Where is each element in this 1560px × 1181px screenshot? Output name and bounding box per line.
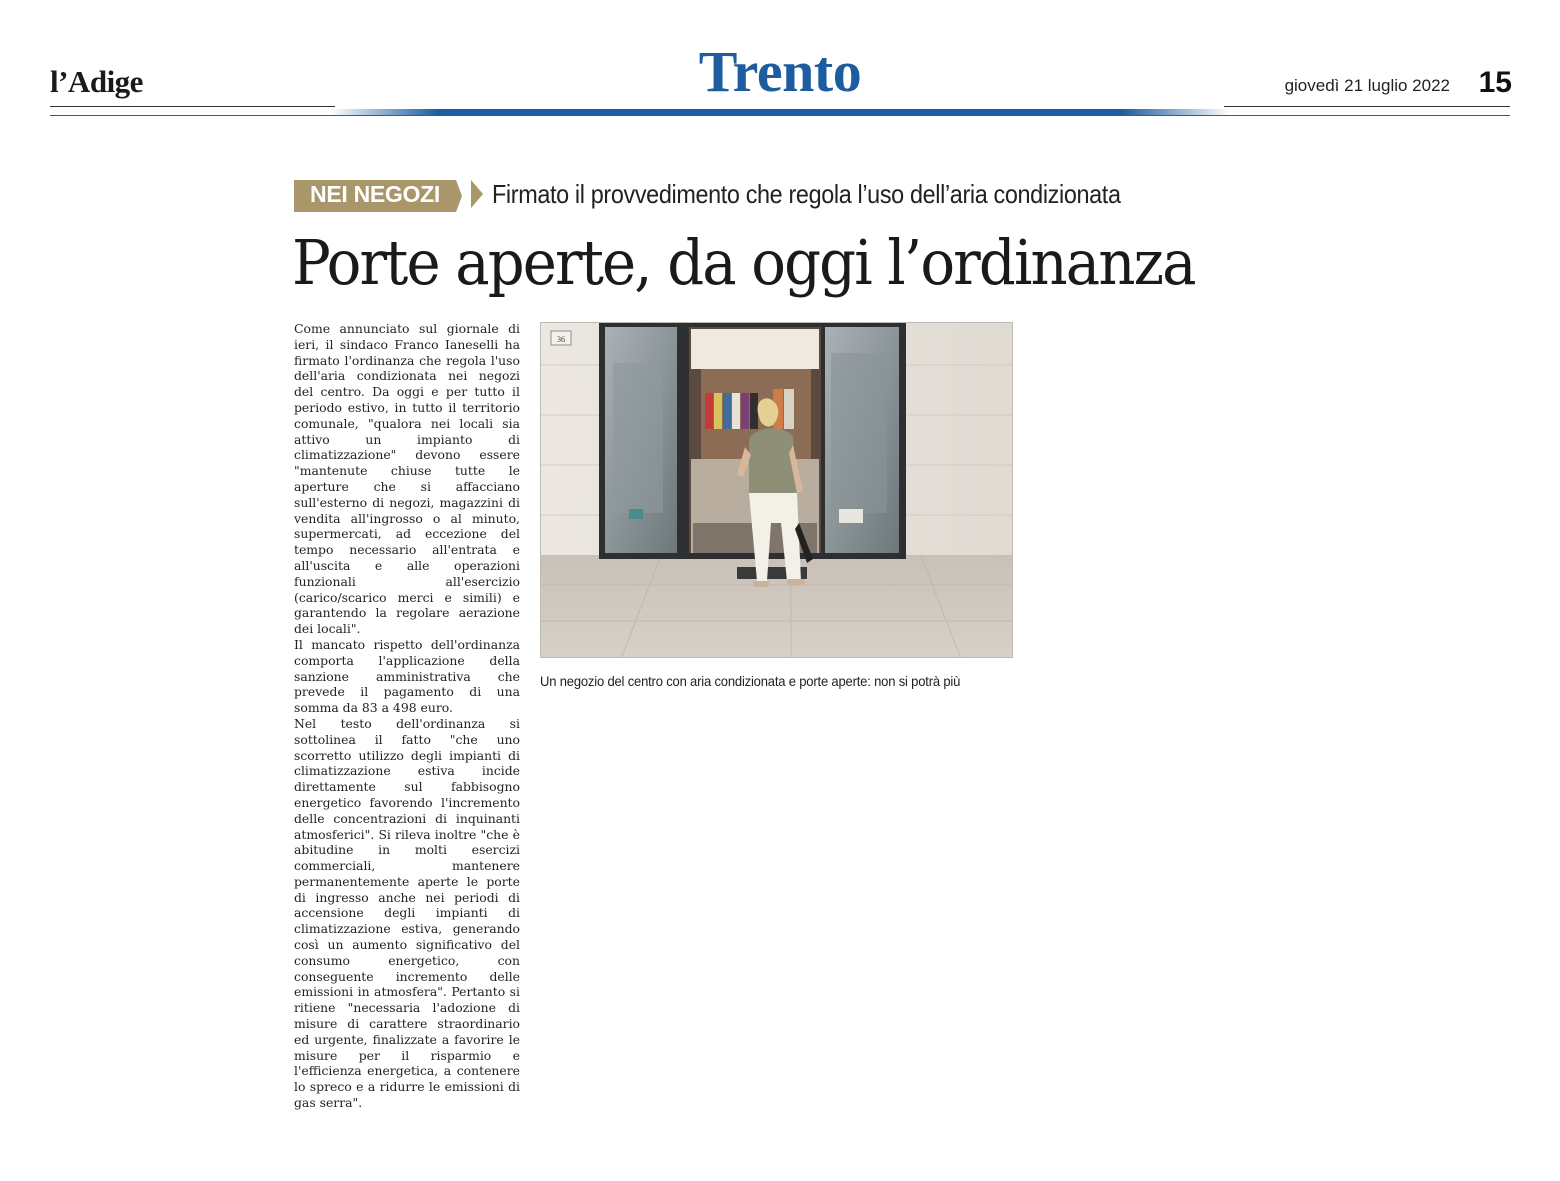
header-rule-right [1224,106,1510,107]
article-photo [540,322,1013,658]
section-title: Trento [698,39,862,104]
article-paragraph: Il mancato rispetto dell'ordinanza comporta l'applicazione della sanzione amministrativa che prevede il pagamento di una somma da 83 a 498 euro. [294,636,520,716]
article-body [294,321,520,1111]
issue-date: giovedì 21 luglio 2022 [1284,76,1450,95]
photo-caption: Un negozio del centro con aria condizionata e porte aperte: non si potrà più [540,673,961,689]
kicker-arrow-icon [471,180,483,208]
headline: Porte aperte, da oggi l’ordinanza [292,226,1195,299]
subheadline: Firmato il provvedimento che regola l’uso dell’aria condizionata [492,179,1121,209]
page-number: 15 [1478,66,1512,99]
newspaper-logo: l’Adige [50,64,143,99]
article-paragraph: Come annunciato sul giornale di ieri, il sindaco Franco Ianeselli ha firmato l'ordinanza che regola l'uso dell'aria condizionata nei negozi del centro. Da oggi e per tutto il periodo estivo, in tutto il territorio comunale, "qualora nei locali sia attivo un impianto di climatizzazione" devono essere "mantenute chiuse tutte le aperture che si affacciano sull'esterno di negozi, magazzini di vendita all'ingrosso o al minuto, supermercati, ad eccezione del tempo necessario all'entrata e all'uscita e alle operazioni funzionali all'esercizio (carico/scarico merci e simili) e garantendo la regolare aerazione dei locali". [294,321,520,637]
article-paragraph: Nel testo dell'ordinanza si sottolinea il fatto "che uno scorretto utilizzo degli impianti di climatizzazione estiva incide direttamente sul fabbisogno energetico favorendo l'incremento delle concentrazioni di inquinanti atmosferici". Si rileva inoltre "che è abitudine in molti esercizi commerciali, mantenere permanentemente aperte le porte di ingresso anche nei periodi di accensione degli impianti di climatizzazione estiva, generando così un aumento significativo del consumo energetico, con conseguente incremento delle emissioni in atmosfera". Pertanto si ritiene "necessaria l'adozione di misure di carattere straordinario ed urgente, finalizzate a favorire le misure per il risparmio e l'efficienza energetica, a contenere lo spreco e a ridurre le emissioni di gas serra". [294,715,520,1111]
header-rule-full [50,115,1510,116]
house-number: 36 [557,335,565,344]
kicker-label: NEI NEGOZI [310,181,440,207]
header-rule-left [50,106,335,107]
